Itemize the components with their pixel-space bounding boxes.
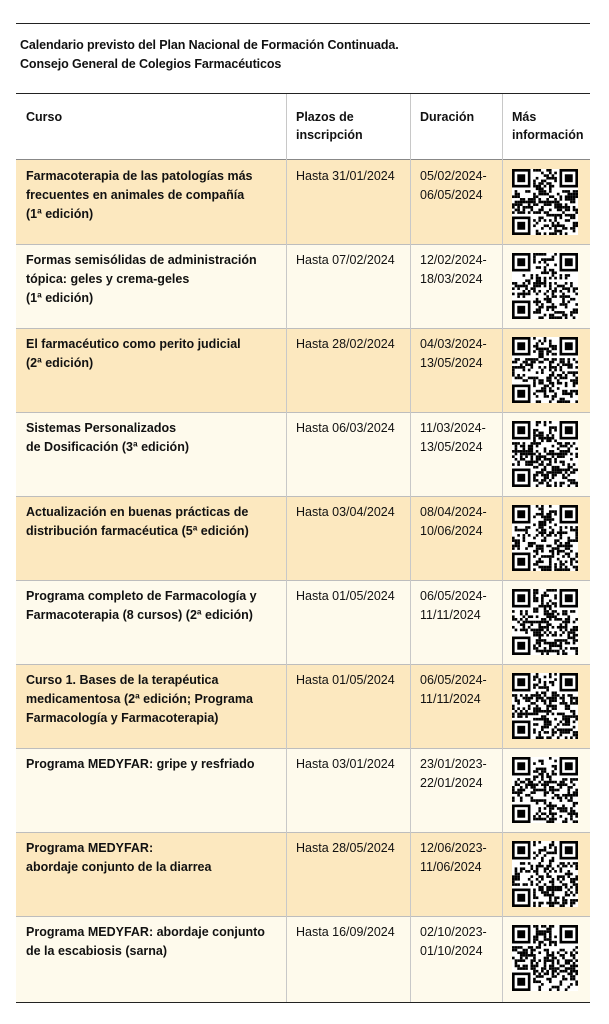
duracion-line: 12/06/2023- [420,841,487,855]
table-row [16,916,590,1002]
course-name [26,755,281,774]
plazo-inscripcion: Hasta 03/01/2024 [296,757,395,771]
duracion-line: 11/11/2024 [420,608,481,622]
header-mas-info [512,108,584,144]
course-name-line: Programa completo de Farmacología y [26,589,257,603]
table-row [16,160,590,244]
course-name-line: Formas semisólidas de administración [26,253,257,267]
bottom-rule [16,1002,590,1003]
column-divider [502,94,503,1002]
duracion [420,503,500,541]
header-plazos-line1: Plazos de [296,110,354,124]
duracion-line: 10/06/2024 [420,524,483,538]
plazo-inscripcion: Hasta 01/05/2024 [296,673,395,687]
course-name [26,587,281,625]
plazo-inscripcion: Hasta 28/02/2024 [296,337,395,351]
duracion-line: 06/05/2024- [420,589,487,603]
caption-line-2: Consejo General de Colegios Farmacéuticos [20,57,282,71]
duracion [420,251,500,289]
duracion [420,167,500,205]
row-divider [16,244,590,245]
plazo-inscripcion: Hasta 28/05/2024 [296,841,395,855]
duracion-line: 06/05/2024 [420,188,483,202]
course-name [26,503,281,541]
course-name [26,671,281,728]
table-row [16,832,590,916]
course-name-line: (1ª edición) [26,207,94,221]
plazo-inscripcion: Hasta 31/01/2024 [296,169,395,183]
row-divider [16,412,590,413]
table-row [16,580,590,664]
duracion-line: 02/10/2023- [420,925,487,939]
duracion-line: 22/01/2024 [420,776,483,790]
duracion-line: 11/11/2024 [420,692,481,706]
course-name-line: tópica: geles y crema-geles [26,272,190,286]
course-name-line: Farmacoterapia de las patologías más [26,169,253,183]
qr-code-icon[interactable] [512,841,578,907]
course-name-line: Sistemas Personalizados [26,421,177,435]
row-divider [16,748,590,749]
duracion-line: 06/05/2024- [420,673,487,687]
course-name-line: de la escabiosis (sarna) [26,944,168,958]
top-rule [16,23,590,24]
plazo-inscripcion: Hasta 01/05/2024 [296,589,395,603]
row-divider [16,328,590,329]
course-name-line: abordaje conjunto de la diarrea [26,860,212,874]
duracion [420,419,500,457]
table-row [16,496,590,580]
row-divider [16,580,590,581]
header-mas-line1: Más [512,110,537,124]
duracion [420,335,500,373]
course-name-line: El farmacéutico como perito judicial [26,337,241,351]
course-name-line: Farmacoterapia (8 cursos) (2ª edición) [26,608,253,622]
duracion [420,839,500,877]
row-divider [16,832,590,833]
course-name-line: de Dosificación (3ª edición) [26,440,189,454]
duracion [420,755,500,793]
course-name-line: Programa MEDYFAR: gripe y resfriado [26,757,255,771]
course-name-line: medicamentosa (2ª edición; Programa [26,692,253,706]
table-row [16,244,590,328]
table-row [16,412,590,496]
header-mas-line2: información [512,128,584,142]
plazo-inscripcion: Hasta 07/02/2024 [296,253,395,267]
duracion [420,671,500,709]
course-name-line: (1ª edición) [26,291,94,305]
duracion-line: 04/03/2024- [420,337,487,351]
duracion [420,923,500,961]
course-name-line: frecuentes en animales de compañía [26,188,245,202]
course-name-line: Curso 1. Bases de la terapéutica [26,673,219,687]
table-header [16,94,590,159]
plazo-inscripcion: Hasta 03/04/2024 [296,505,395,519]
duracion-line: 05/02/2024- [420,169,487,183]
qr-code-icon[interactable] [512,589,578,655]
qr-code-icon[interactable] [512,169,578,235]
table-row [16,328,590,412]
course-name-line: (2ª edición) [26,356,94,370]
course-name [26,167,281,224]
duracion [420,587,500,625]
duracion-line: 08/04/2024- [420,505,487,519]
qr-code-icon[interactable] [512,505,578,571]
caption-line-1: Calendario previsto del Plan Nacional de Formación Continuada. [20,38,399,52]
duracion-line: 18/03/2024 [420,272,483,286]
course-name [26,251,281,308]
duracion-line: 11/06/2024 [420,860,482,874]
course-name-line: Programa MEDYFAR: [26,841,154,855]
qr-code-icon[interactable] [512,337,578,403]
plazo-inscripcion: Hasta 16/09/2024 [296,925,395,939]
duracion-line: 13/05/2024 [420,356,483,370]
header-duracion: Duración [420,110,475,124]
duracion-line: 23/01/2023- [420,757,487,771]
course-name [26,335,281,373]
course-name [26,923,281,961]
qr-code-icon[interactable] [512,253,578,319]
qr-code-icon[interactable] [512,925,578,991]
course-name-line: Programa MEDYFAR: abordaje conjunto [26,925,265,939]
row-divider [16,664,590,665]
qr-code-icon[interactable] [512,757,578,823]
course-name [26,419,281,457]
course-name-line: distribución farmacéutica (5ª edición) [26,524,249,538]
qr-code-icon[interactable] [512,421,578,487]
table-row [16,664,590,748]
header-course: Curso [26,110,63,124]
table-caption [20,36,580,74]
column-divider [286,94,287,1002]
duracion-line: 11/03/2024- [420,421,486,435]
header-divider [16,159,590,160]
row-divider [16,916,590,917]
duracion-line: 13/05/2024 [420,440,483,454]
duracion-line: 12/02/2024- [420,253,487,267]
table-row [16,748,590,832]
course-name-line: Farmacología y Farmacoterapia) [26,711,219,725]
course-name-line: Actualización en buenas prácticas de [26,505,249,519]
header-plazos [296,108,363,144]
plazo-inscripcion: Hasta 06/03/2024 [296,421,395,435]
course-name [26,839,281,877]
header-plazos-line2: inscripción [296,128,363,142]
row-divider [16,496,590,497]
column-divider [410,94,411,1002]
duracion-line: 01/10/2024 [420,944,483,958]
qr-code-icon[interactable] [512,673,578,739]
